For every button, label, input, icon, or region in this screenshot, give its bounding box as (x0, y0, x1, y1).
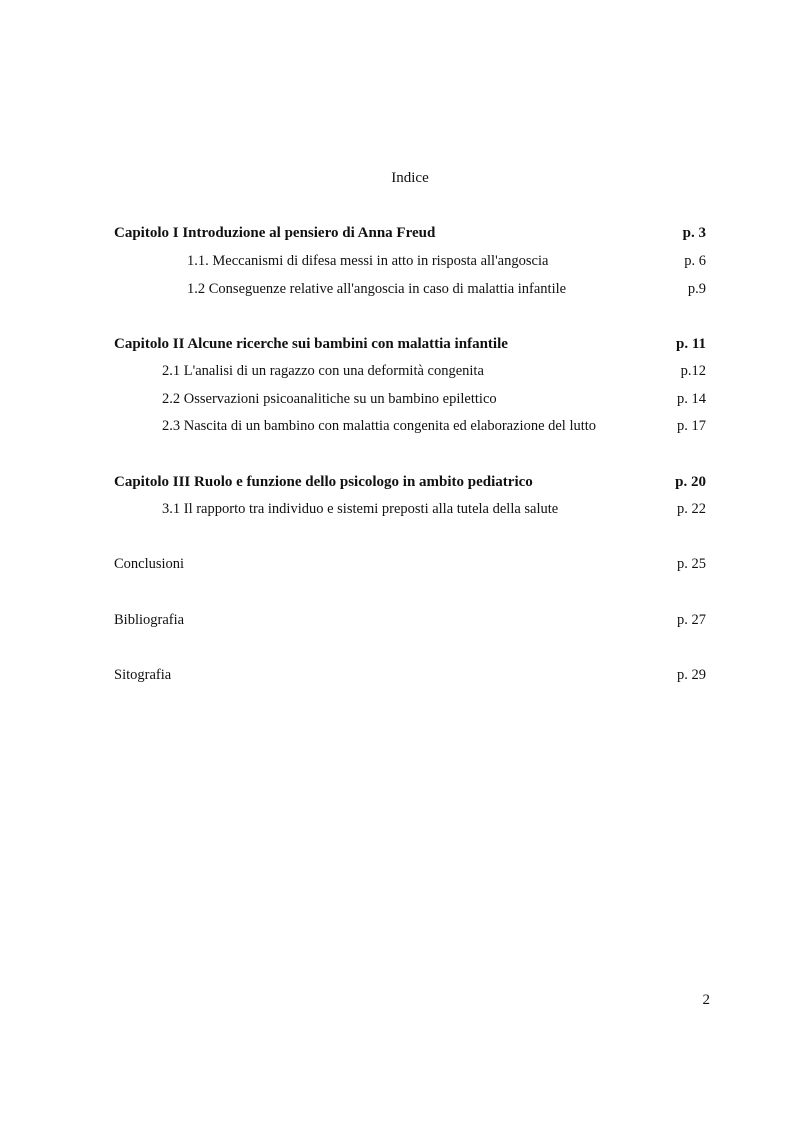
toc-entry-label: Capitolo II Alcune ricerche sui bambini con malattia infantile (114, 336, 508, 352)
toc-page-ref: p. 20 (675, 474, 706, 490)
toc-section-1-1[interactable] (114, 253, 706, 273)
toc-page-ref: p. 14 (677, 391, 706, 407)
toc-entry-label: Conclusioni (114, 556, 185, 572)
toc-section-2-2[interactable] (114, 391, 706, 411)
toc-chapter-2[interactable] (114, 336, 706, 356)
toc-bibliografia[interactable] (114, 612, 706, 632)
toc-entry-label: 1.1. Meccanismi di difesa messi in atto in risposta all'angoscia (187, 253, 549, 269)
toc-page-ref: p.12 (680, 363, 706, 379)
toc-section-1-2[interactable] (114, 281, 706, 301)
page-number: 2 (702, 992, 710, 1008)
toc-entry-label: 2.3 Nascita di un bambino con malattia congenita ed elaborazione del lutto (162, 418, 597, 434)
toc-section-2-1[interactable] (114, 363, 706, 383)
toc-entry-label: 3.1 Il rapporto tra individuo e sistemi preposti alla tutela della salute (162, 501, 559, 517)
toc-page-ref: p.9 (687, 281, 706, 297)
toc-page-ref: p. 11 (675, 336, 706, 352)
toc-page-ref: p. 27 (677, 612, 706, 628)
toc-section-3-1[interactable] (114, 501, 706, 521)
toc-page-ref: p. 3 (682, 225, 706, 241)
toc-sitografia[interactable] (114, 667, 706, 687)
toc-entry-label: 2.2 Osservazioni psicoanalitiche su un bambino epilettico (162, 391, 497, 407)
toc-entry-label: Sitografia (114, 667, 172, 683)
toc-chapter-1[interactable] (114, 225, 706, 245)
toc-page-ref: p. 25 (677, 556, 706, 572)
toc-section-2-3[interactable] (114, 418, 706, 438)
toc-page-ref: p. 6 (684, 253, 706, 269)
toc-page-ref: p. 22 (677, 501, 706, 517)
toc-title: Indice (391, 170, 429, 186)
toc-page-ref: p. 17 (677, 418, 706, 434)
toc-page-ref: p. 29 (677, 667, 706, 683)
toc-conclusioni[interactable] (114, 556, 706, 576)
toc-entry-label: 2.1 L'analisi di un ragazzo con una deformità congenita (162, 363, 484, 379)
toc-entry-label: 1.2 Conseguenze relative all'angoscia in caso di malattia infantile (187, 281, 567, 297)
toc-chapter-3[interactable] (114, 474, 706, 494)
toc-entry-label: Bibliografia (114, 612, 185, 628)
toc-entry-label: Capitolo I Introduzione al pensiero di Anna Freud (114, 225, 436, 241)
toc-entry-label: Capitolo III Ruolo e funzione dello psicologo in ambito pediatrico (114, 474, 533, 490)
